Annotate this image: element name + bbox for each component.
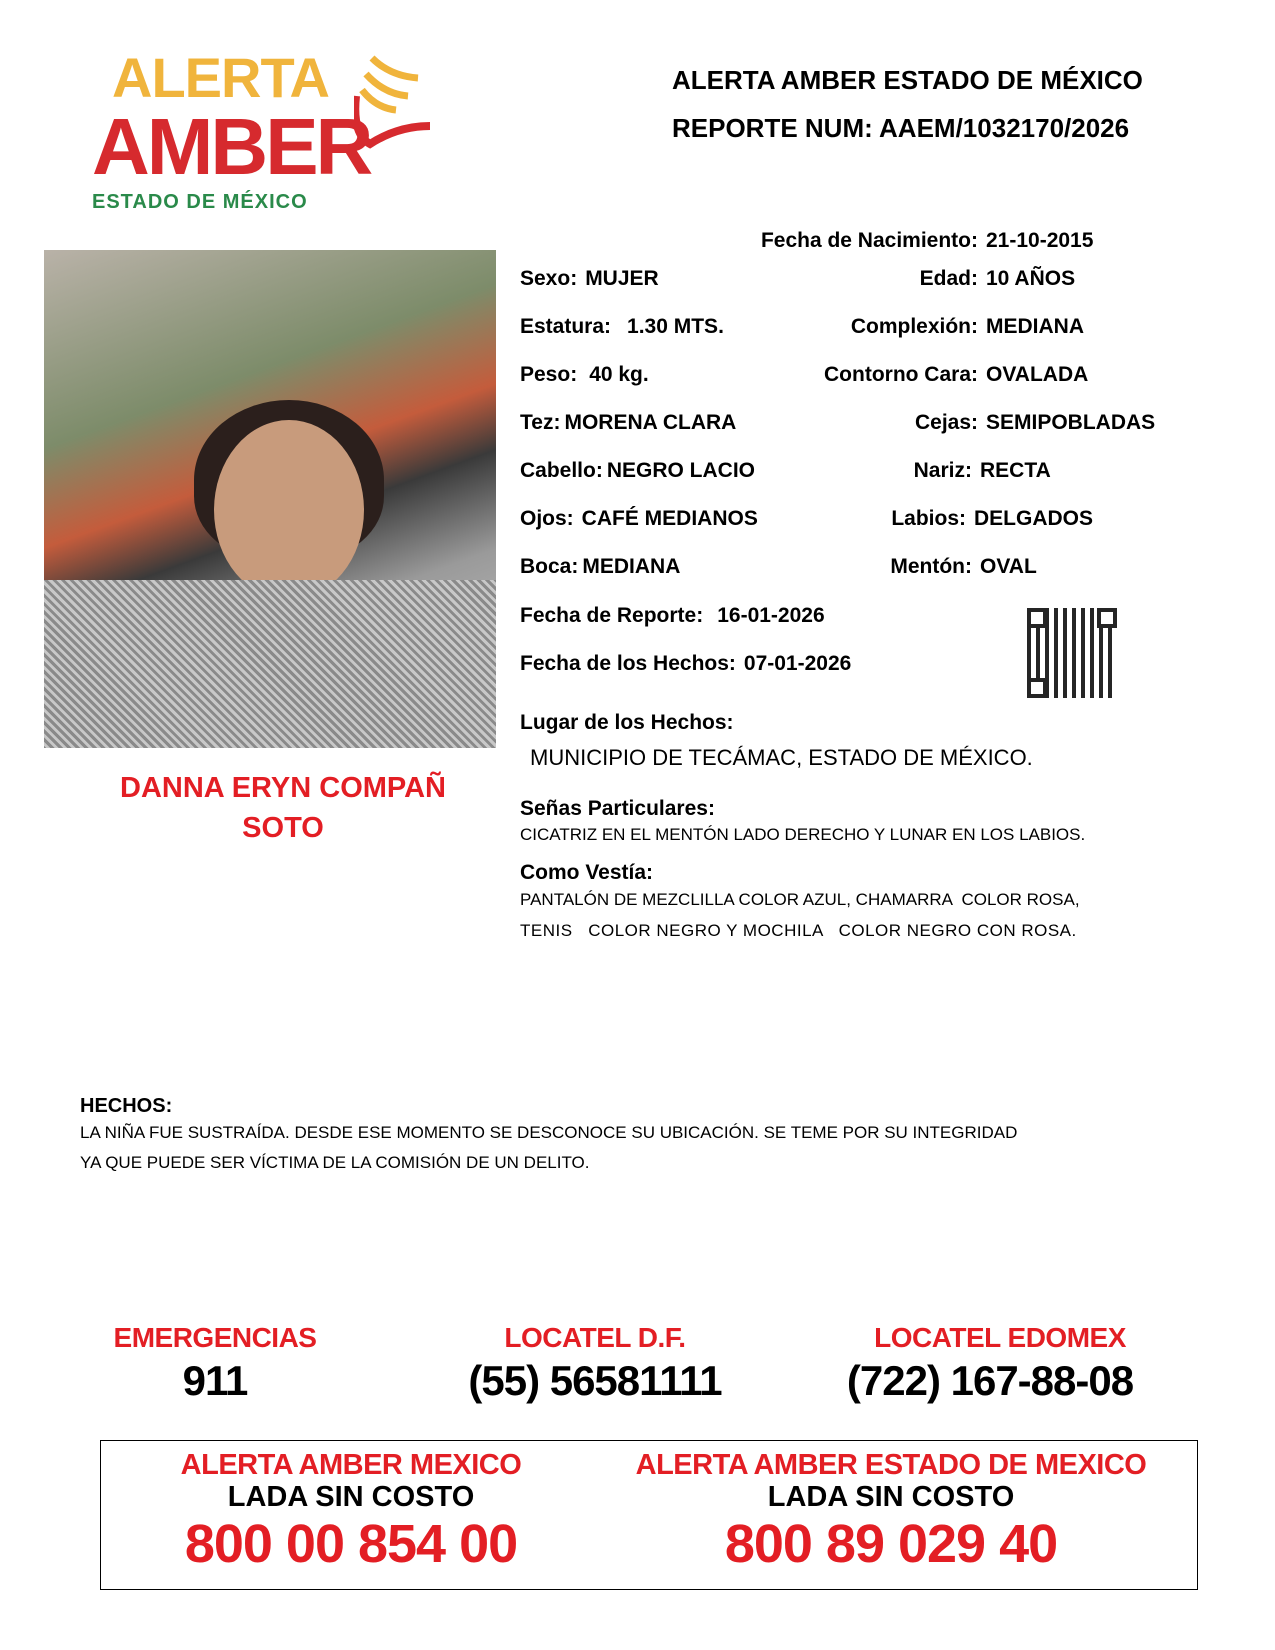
weight-label: Peso: (520, 363, 578, 386)
age-value: 10 AÑOS (986, 267, 1076, 290)
weight-face-row (520, 360, 1200, 390)
clothing-line2: TENIS COLOR NEGRO Y MOCHILA COLOR NEGRO CON ROSA. (520, 921, 1077, 940)
report-date-value: 16-01-2026 (717, 604, 825, 627)
mouth-value: MEDIANA (582, 555, 681, 578)
clothing-line1: PANTALÓN DE MEZCLILLA COLOR AZUL, CHAMARRA COLOR ROSA, (520, 890, 1080, 909)
locatel-df-label: LOCATEL D.F. (504, 1322, 686, 1353)
lips-label: Labios: (891, 507, 966, 530)
qr-finder-top-left (1027, 608, 1047, 628)
skin-label: Tez: (520, 411, 561, 434)
mouth-chin-row (520, 552, 1200, 582)
birthdate-label: Fecha de Nacimiento: (760, 229, 978, 252)
facts-label: HECHOS: (80, 1095, 173, 1117)
emergency-label: EMERGENCIAS (113, 1322, 317, 1353)
weight-value: 40 kg. (589, 363, 649, 386)
eyes-lips-row (520, 504, 1200, 534)
mouth-label: Boca: (520, 555, 579, 578)
build-value: MEDIANA (986, 315, 1084, 338)
hair-value: NEGRO LACIO (606, 459, 756, 482)
locatel-df-number[interactable]: (55) 56581111 (468, 1357, 722, 1404)
report-date-field (520, 601, 1000, 631)
weight-field (520, 360, 770, 390)
eyebrows-label: Cejas: (914, 411, 978, 434)
qr-finder-bottom-left (1027, 678, 1047, 698)
photo-sweater (44, 580, 496, 748)
amber-mexico-sub: LADA SIN COSTO (227, 1481, 475, 1513)
sex-age-row (520, 264, 1200, 294)
amber-edomex-title: ALERTA AMBER ESTADO DE MEXICO (635, 1449, 1147, 1481)
marks-label: Señas Particulares: (520, 797, 715, 820)
birthdate-row (520, 226, 1200, 256)
birthdate-value: 21-10-2015 (986, 229, 1094, 252)
incident-date-field (520, 649, 1000, 679)
age-label: Edad: (919, 267, 978, 290)
logo-estado: ESTADO DE MÉXICO (92, 191, 308, 213)
hair-nose-row (520, 456, 1200, 486)
eyes-field (520, 504, 800, 534)
nose-value: RECTA (980, 459, 1051, 482)
amber-edomex-block (601, 1449, 1181, 1575)
report-date-label: Fecha de Reporte: (520, 604, 704, 627)
locatel-edomex-number[interactable]: (722) 167-88-08 (846, 1357, 1134, 1404)
chin-value: OVAL (980, 555, 1037, 578)
qr-finder-top-right (1097, 608, 1117, 628)
alerta-amber-logo (92, 46, 432, 214)
child-name-line2: SOTO (242, 812, 324, 844)
qr-code[interactable] (1027, 608, 1117, 698)
amber-mexico-title: ALERTA AMBER MEXICO (180, 1449, 522, 1481)
amber-edomex-number[interactable]: 800 89 029 40 (724, 1514, 1058, 1574)
height-value: 1.30 MTS. (627, 315, 724, 338)
chin-label: Mentón: (890, 555, 972, 578)
sex-value: MUJER (585, 267, 659, 290)
facts-line2: YA QUE PUEDE SER VÍCTIMA DE LA COMISIÓN DE UN DELITO. (80, 1153, 590, 1172)
photo-face (214, 420, 364, 600)
eyebrows-value: SEMIPOBLADAS (986, 411, 1156, 434)
incident-date-label: Fecha de los Hechos: (520, 652, 736, 675)
child-photo (44, 250, 496, 748)
mouth-field (520, 552, 800, 582)
header-title: ALERTA AMBER ESTADO DE MÉXICO (672, 65, 1143, 95)
logo-alerta: ALERTA (112, 46, 329, 109)
height-build-row (520, 312, 1200, 342)
lips-value: DELGADOS (974, 507, 1094, 530)
child-name-line1: DANNA ERYN COMPAÑ (120, 772, 446, 804)
logo-signal-icon (354, 50, 434, 150)
hair-field (520, 456, 800, 486)
emergency-number[interactable]: 911 (182, 1357, 248, 1404)
eyes-label: Ojos: (520, 507, 574, 530)
skin-field (520, 408, 800, 438)
sex-field (520, 264, 800, 294)
amber-mexico-block (141, 1449, 561, 1575)
child-name (88, 768, 478, 848)
clothing-label: Como Vestía: (520, 861, 654, 884)
facts-line1: LA NIÑA FUE SUSTRAÍDA. DESDE ESE MOMENTO SE DESCONOCE SU UBICACIÓN. SE TEME POR SU INTEGRIDAD (80, 1123, 1018, 1142)
hair-label: Cabello: (520, 459, 603, 482)
sex-label: Sexo: (520, 267, 578, 290)
amber-mexico-number[interactable]: 800 00 854 00 (184, 1514, 518, 1574)
eyes-value: CAFÉ MEDIANOS (581, 507, 758, 530)
height-field (520, 312, 800, 342)
height-label: Estatura: (520, 315, 612, 338)
incident-date-value: 07-01-2026 (743, 652, 852, 675)
logo-amber: AMBER (92, 102, 371, 191)
build-label: Complexión: (850, 315, 978, 338)
marks-value: CICATRIZ EN EL MENTÓN LADO DERECHO Y LUNAR EN LOS LABIOS. (520, 825, 1086, 844)
skin-value: MORENA CLARA (564, 411, 737, 434)
nose-label: Nariz: (913, 459, 972, 482)
location-label: Lugar de los Hechos: (520, 711, 734, 734)
skin-eyebrows-row (520, 408, 1200, 438)
toll-free-box (100, 1440, 1198, 1590)
location-value: MUNICIPIO DE TECÁMAC, ESTADO DE MÉXICO. (530, 745, 1033, 770)
amber-edomex-sub: LADA SIN COSTO (767, 1481, 1015, 1513)
locatel-edomex-label: LOCATEL EDOMEX (874, 1322, 1126, 1353)
report-number: REPORTE NUM: AAEM/1032170/2026 (672, 113, 1130, 143)
face-shape-value: OVALADA (986, 363, 1089, 386)
face-shape-label: Contorno Cara: (824, 363, 978, 386)
